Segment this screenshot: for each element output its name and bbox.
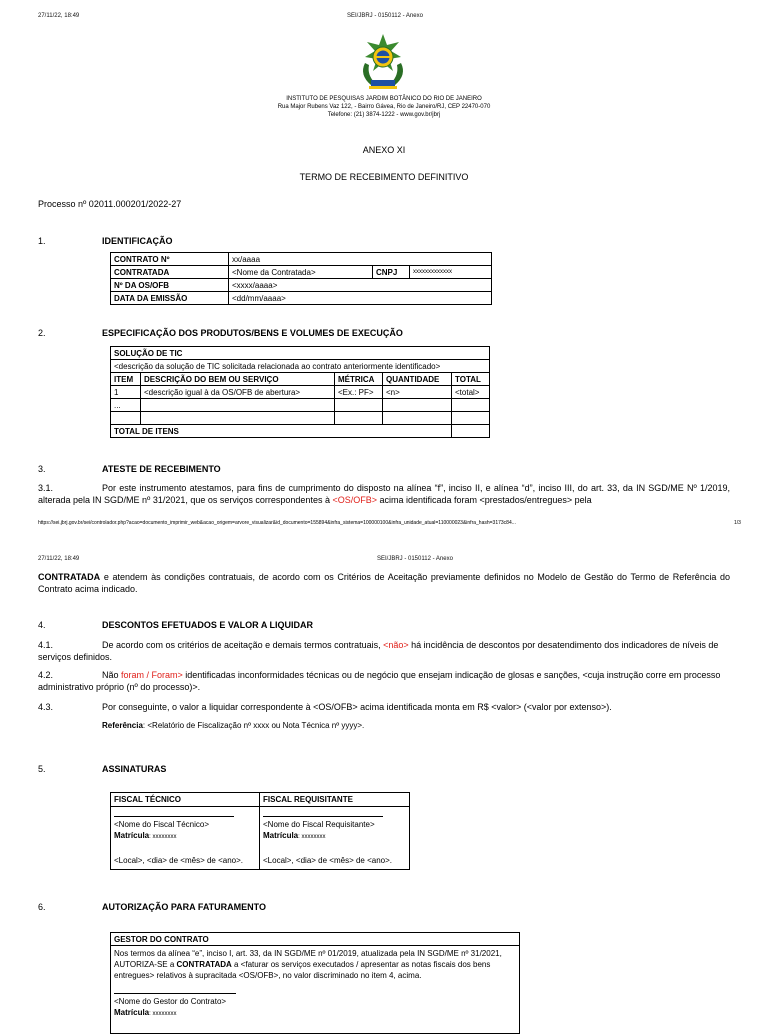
section-title: ESPECIFICAÇÃO DOS PRODUTOS/BENS E VOLUMES DE EXECUÇÃO [102,328,403,338]
coat-of-arms-logo [357,33,409,91]
table-cell [335,399,383,412]
reference-line [102,720,364,731]
reference-text: : <Relatório de Fiscalização nº xxxx ou Nota Técnica nº yyyy>. [142,721,365,730]
section-number: 3. [38,464,46,474]
paragraph-text: e atendem às condições contratuais, de acordo com os Critérios de Aceitação previamente definidos no Modelo de Gestão do Termo de Referência do Contrato acima indicado. [38,572,730,594]
bold-text: CONTRATADA [176,960,232,969]
paragraph-text: Por este instrumento atestamos, para fins de cumprimento do disposto na alínea “f”, inciso II, e alínea “d”, inciso III, do art. 33, da IN SGD/ME Nº 1/2019, alterada pela IN SGD/ME nº 31/2021, que os serviços correspondentes à [38,483,730,505]
table-label: CONTRATADA [111,266,229,279]
signer-registration [263,830,406,843]
section-title: AUTORIZAÇÃO PARA FATURAMENTO [102,902,266,912]
institution-address: Rua Major Rubens Vaz 122, - Bairro Gávea, Rio de Janeiro/RJ, CEP 22470-070 [277,104,491,110]
paragraph-number: 3.1. [38,483,54,493]
placeholder-highlight: <OS/OFB> [332,495,377,505]
table-cell: <descrição igual à da OS/OFB de abertura> [141,386,335,399]
reference-label: Referência [102,721,143,730]
table-cell: <Ex.: PF> [335,386,383,399]
paragraph-text: há incidência de descontos por desatendimento dos indicadores de níveis de serviços definidos. [38,640,719,662]
total-value [452,425,490,438]
table-cell [452,412,490,425]
section-title: ASSINATURAS [102,764,167,774]
paragraph-number: 4.2. [38,670,54,680]
section-number: 2. [38,328,46,338]
placeholder-highlight: <não> [383,640,409,650]
registration-value: : xxxxxxxx [149,834,177,840]
table-cell: 1 [111,386,141,399]
page-doc-ref: SEI/JBRJ - 0150112 - Anexo [377,556,453,562]
section-title: ATESTE DE RECEBIMENTO [102,464,221,474]
institution-phone: Telefone: (21) 3874-1222 - www.gov.br/jbrj [327,112,441,118]
table-cell [383,412,452,425]
page-url: https://sei.jbrj.gov.br/sei/controlador.php?acao=documento_imprimir_web&acao_origem=arvore_visualizar&id_documento=155894&infra_sistema=100000100&infra_unidade_atual=110000023&infra_hash=3173c84... [38,520,516,526]
signer-registration [114,830,257,843]
authorization-table [110,932,520,1034]
signature-block-manager [114,989,514,1020]
table-cell [452,399,490,412]
table-value: xxxxxxxxxxxxx [410,266,492,279]
table-cell: <n> [383,386,452,399]
signatures-table [110,792,410,870]
page-timestamp: 27/11/22, 18:49 [38,556,80,562]
paragraph-text: Não [102,670,122,680]
table-row [111,399,490,412]
annex-title: ANEXO XI [362,145,406,155]
column-header: TOTAL [452,373,490,386]
registration-value: : xxxxxxxx [149,1011,177,1017]
table-header: SOLUÇÃO DE TIC [111,347,490,360]
document-title: TERMO DE RECEBIMENTO DEFINITIVO [299,172,469,182]
column-header: ITEM [111,373,141,386]
bold-text: CONTRATADA [38,572,101,582]
place-date: <Local>, <dia> de <mês> de <ano>. [263,856,392,865]
table-value: xx/aaaa [229,253,492,266]
column-header: MÉTRICA [335,373,383,386]
signer-name: <Nome do Fiscal Técnico> [114,820,210,829]
column-header: QUANTIDADE [383,373,452,386]
continuation-paragraph [38,571,730,595]
registration-value: : xxxxxxxx [298,834,326,840]
table-row [111,412,490,425]
table-value: <Nome da Contratada> [229,266,373,279]
paragraph-number: 4.3. [38,702,54,712]
column-header: FISCAL TÉCNICO [114,795,181,804]
institution-name: INSTITUTO DE PESQUISAS JARDIM BOTÂNICO DO RIO DE JANEIRO [286,96,482,102]
liquidation-paragraph: Por conseguinte, o valor a liquidar correspondente à <OS/OFB> acima identificada monta em R$ <valor> (<valor por extenso>). [102,702,612,712]
table-cell [383,399,452,412]
table-cell [141,412,335,425]
paragraph-number: 4.1. [38,640,54,650]
table-cell: ... [111,399,141,412]
table-label: CONTRATO Nº [111,253,229,266]
paragraph-text: a <faturar os serviços executados / apresentar as notas fiscais dos bens entregues> relativos à supracitada <OS/OFB>, no valor discriminado no item 4, acima. [114,960,491,980]
registration-label: Matrícula [114,1008,150,1017]
discount-paragraph [38,639,730,663]
placeholder-highlight: foram / Foram> [121,670,183,680]
page-timestamp: 27/11/22, 18:49 [38,13,80,19]
table-cell: <total> [452,386,490,399]
process-number: Processo nº 02011.000201/2022-27 [38,199,182,209]
paragraph-text: acima identificada foram <prestados/entregues> pela [376,495,592,505]
table-row [111,386,490,399]
table-cell [335,412,383,425]
section-number: 5. [38,764,46,774]
table-label: DATA DA EMISSÃO [111,292,229,305]
signature-block-requisitioner [263,812,406,843]
signer-name: <Nome do Gestor do Contrato> [114,997,227,1006]
table-cell: <descrição da solução de TIC solicitada relacionada ao contrato anteriormente identificado> [111,360,490,373]
attest-paragraph [38,482,730,506]
table-cell [111,412,141,425]
nonconformity-paragraph [38,669,730,693]
identification-table [110,252,492,305]
signature-line [114,816,234,817]
table-label: Nº DA OS/OFB [111,279,229,292]
signer-registration [114,1007,514,1020]
signature-line [263,816,383,817]
table-value: <dd/mm/aaaa> [229,292,492,305]
column-header: DESCRIÇÃO DO BEM OU SERVIÇO [141,373,335,386]
table-label: CNPJ [373,266,410,279]
signer-name: <Nome do Fiscal Requisitante> [263,820,375,829]
paragraph-text: identificadas inconformidades técnicas ou de negócio que ensejam indicação de glosas e sanções, <cuja instrução corre em processo administrativo próprio (nº do processo)>. [38,670,721,692]
section-number: 1. [38,236,46,246]
table-cell [141,399,335,412]
section-title: IDENTIFICAÇÃO [102,236,173,246]
authorization-text [114,948,514,981]
signature-block-technical [114,812,257,843]
signature-line [114,993,236,994]
paragraph-text: De acordo com os critérios de aceitação e demais termos contratuais, [102,640,384,650]
paragraph-text: Nos termos da alínea “e”, inciso I, art. 33, da IN SGD/ME nº 01/2019, atualizada pela IN SGD/ME nº 31/2021, AUTORIZA-SE a [114,949,502,969]
total-label: TOTAL DE ITENS [111,425,452,438]
table-value: <xxxx/aaaa> [229,279,492,292]
page-number: 1/3 [734,520,741,526]
registration-label: Matrícula [263,831,299,840]
section-number: 4. [38,620,46,630]
table-header: GESTOR DO CONTRATO [114,935,209,944]
section-title: DESCONTOS EFETUADOS E VALOR A LIQUIDAR [102,620,314,630]
specification-table [110,346,490,438]
column-header: FISCAL REQUISITANTE [263,795,353,804]
section-number: 6. [38,902,46,912]
page-doc-ref: SEI/JBRJ - 0150112 - Anexo [347,13,423,19]
place-date: <Local>, <dia> de <mês> de <ano>. [114,856,243,865]
registration-label: Matrícula [114,831,150,840]
